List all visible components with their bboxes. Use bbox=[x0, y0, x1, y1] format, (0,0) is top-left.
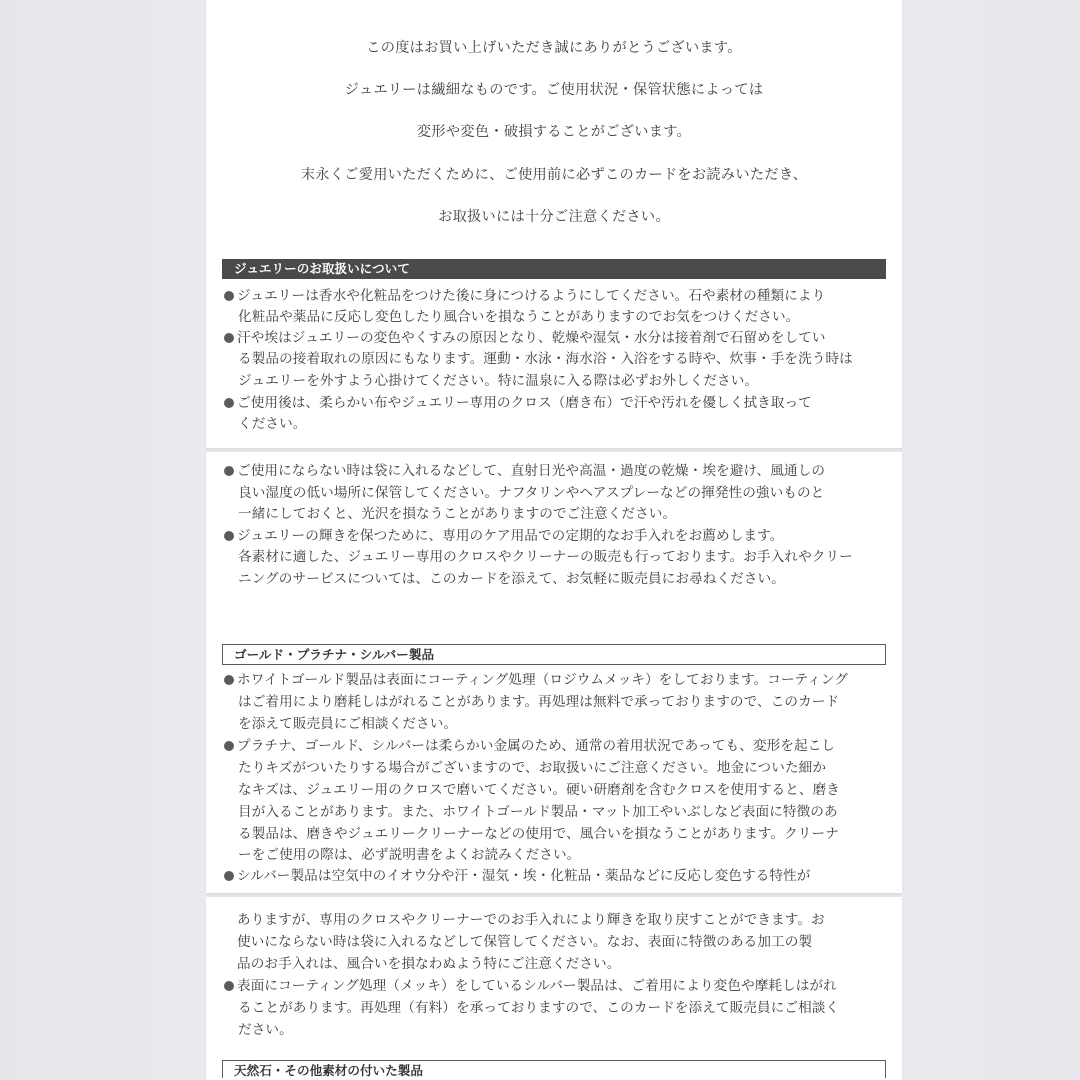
intro-line-4: 末永くご愛用いただくために、ご使用前に必ずこのカードをお読みいただき、 bbox=[300, 167, 808, 183]
text-line: シルバー製品は空気中のイオウ分や汗・湿気・埃・化粧品・薬品などに反応し変色する特性が bbox=[224, 866, 810, 888]
bullet-icon bbox=[224, 466, 234, 476]
text-line: 良い湿度の低い場所に保管してください。ナフタリンやヘアスプレーなどの揮発性の強いものと bbox=[238, 485, 825, 501]
text-line: ることがあります。再処理（有料）を承っておりますので、このカードを添えて販売員にご相談く bbox=[238, 1000, 840, 1016]
text-line: ご使用後は、柔らかい布やジュエリー専用のクロス（磨き布）で汗や汚れを優しく拭き取って bbox=[224, 393, 812, 415]
text-line: ください。 bbox=[238, 416, 307, 432]
text-line: 使いにならない時は袋に入れるなどして保管してください。なお、表面に特徴のある加工の製 bbox=[237, 934, 813, 950]
text-line: ジュエリーの輝きを保つために、専用のケア用品での定期的なお手入れをお薦めします。 bbox=[224, 526, 783, 548]
text-line: ホワイトゴールド製品は表面にコーティング処理（ロジウムメッキ）をしております。コーティング bbox=[224, 670, 848, 692]
text-line: ジュエリーを外すよう心掛けてください。特に温泉に入る際は必ずお外しください。 bbox=[238, 373, 759, 389]
text-line: はご着用により磨耗しはがれることがあります。再処理は無料で承っておりますので、このカード bbox=[238, 694, 840, 710]
text-line: 化粧品や薬品に反応し変色したり風合いを損なうことがありますのでお気をつけください。 bbox=[238, 309, 800, 325]
section-heading-stones: 天然石・その他素材の付いた製品 bbox=[222, 1060, 886, 1078]
text-line: ーをご使用の際は、必ず説明書をよくお読みください。 bbox=[238, 847, 581, 863]
text-line: 目が入ることがあります。また、ホワイトゴールド製品・マット加工やいぶしなど表面に特徴のあ bbox=[238, 804, 838, 820]
text-line: プラチナ、ゴールド、シルバーは柔らかい金属のため、通常の着用状況であっても、変形を起こし bbox=[224, 736, 835, 758]
text-line: ジュエリーは香水や化粧品をつけた後に身につけるようにしてください。石や素材の種類により bbox=[224, 286, 825, 308]
bullet-icon bbox=[224, 871, 234, 881]
intro-line-1: この度はお買い上げいただき誠にありがとうございます。 bbox=[366, 40, 742, 56]
text-line: を添えて販売員にご相談ください。 bbox=[238, 716, 458, 732]
text-line: 表面にコーティング処理（メッキ）をしているシルバー製品は、ご着用により変色や摩耗しはがれ bbox=[224, 976, 837, 998]
section-heading-metals: ゴールド・プラチナ・シルバー製品 bbox=[222, 644, 886, 665]
bullet-icon bbox=[224, 981, 234, 991]
text-line: ありますが、専用のクロスやクリーナーでのお手入れにより輝きを取り戻すことができます。お bbox=[237, 912, 825, 928]
text-line: ださい。 bbox=[238, 1022, 293, 1038]
text-line: 各素材に適した、ジュエリー専用のクロスやクリーナーの販売も行っております。お手入れやクリー bbox=[238, 549, 853, 565]
intro-line-3: 変形や変色・破損することがございます。 bbox=[416, 124, 692, 140]
section-heading-handling: ジュエリーのお取扱いについて bbox=[222, 259, 886, 279]
text-line: る製品は、磨きやジュエリークリーナーなどの使用で、風合いを損なうことがあります。クリーナ bbox=[238, 826, 839, 842]
text-line: なキズは、ジュエリー用のクロスで磨いてください。硬い研磨剤を含むクロスを使用すると、磨き bbox=[238, 782, 840, 798]
text-line: 品のお手入れは、風合いを損なわぬよう特にご注意ください。 bbox=[237, 956, 621, 972]
intro-line-2: ジュエリーは繊細なものです。ご使用状況・保管状態によっては bbox=[344, 82, 764, 98]
intro-line-5: お取扱いには十分ご注意ください。 bbox=[438, 209, 670, 225]
bullet-icon bbox=[224, 531, 234, 541]
text-line: 一緒にしておくと、光沢を損なうことがありますのでご注意ください。 bbox=[238, 506, 677, 522]
text-line: ニングのサービスについては、このカードを添えて、お気軽に販売員にお尋ねください。 bbox=[238, 571, 785, 587]
text-line: ご使用にならない時は袋に入れるなどして、直射日光や高温・過度の乾燥・埃を避け、風通しの bbox=[224, 461, 825, 483]
bullet-icon bbox=[224, 333, 234, 343]
text-line: たりキズがついたりする場合がございますので、お取扱いにご注意ください。地金についた細か bbox=[238, 760, 827, 776]
bullet-icon bbox=[224, 398, 234, 408]
text-line: る製品の接着取れの原因にもなります。運動・水泳・海水浴・入浴をする時や、炊事・手を洗う時は bbox=[238, 351, 853, 367]
bullet-icon bbox=[224, 291, 234, 301]
bullet-icon bbox=[224, 675, 234, 685]
bullet-icon bbox=[224, 741, 234, 751]
text-line: 汗や埃はジュエリーの変色やくすみの原因となり、乾燥や湿気・水分は接着剤で石留めをしてい bbox=[224, 328, 826, 350]
